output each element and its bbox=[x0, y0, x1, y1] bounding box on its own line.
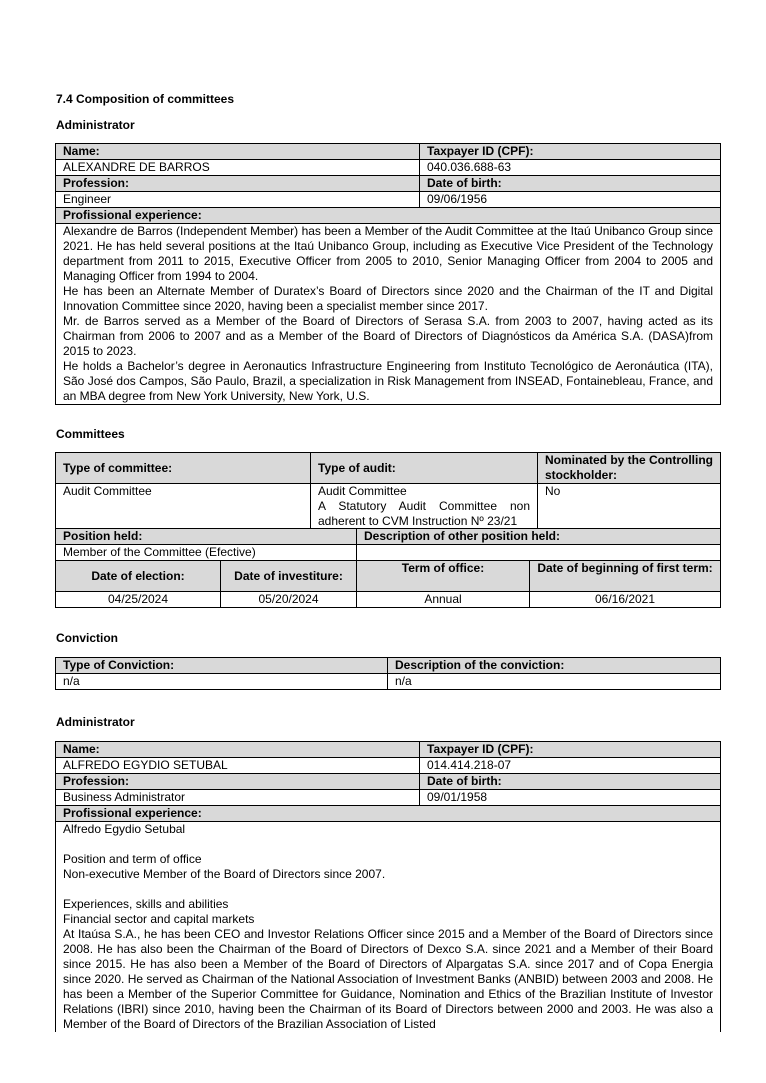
election-date: 04/25/2024 bbox=[56, 592, 221, 608]
admin1-name: ALEXANDRE DE BARROS bbox=[56, 160, 420, 176]
admin2-dob: 09/01/1958 bbox=[420, 790, 721, 806]
position: Member of the Committee (Efective) bbox=[56, 545, 357, 561]
admin1-table bbox=[55, 143, 721, 405]
admin2-exp-position: Non-executive Member of the Board of Directors since 2007. bbox=[63, 867, 386, 881]
admin1-experience-paragraph: Alexandre de Barros (Independent Member) has been a Member of the Audit Committee at the Itaú Unibanco Group since 2021. He has held several positions at the Itaú Unibanco Group, including as Executive Vice President of the Technology department from 2011 to 2015, Executive Officer from 2005 to 2010, Senior Managing Officer from 2004 to 2005 and Managing Officer from 1994 to 2004. bbox=[63, 224, 713, 283]
admin1-heading: Administrator bbox=[56, 118, 135, 132]
committees-table-top bbox=[55, 452, 721, 530]
admin2-profession-label: Profession: bbox=[56, 774, 420, 790]
admin2-name-label: Name: bbox=[56, 742, 420, 758]
election-label: Date of election: bbox=[56, 561, 221, 592]
conviction-type-label: Type of Conviction: bbox=[56, 658, 388, 674]
admin2-experience-label: Profissional experience: bbox=[56, 806, 721, 822]
position-label: Position held: bbox=[56, 529, 357, 545]
admin1-experience-paragraph: He holds a Bachelor’s degree in Aeronautics Infrastructure Engineering from Instituto Tecnológico de Aeronáutica (ITA), São José dos Campos, São Paulo, Brazil, a specialization in Risk Management from INSEAD, Fontainebleau, France, and an MBA degree from New York University, New York, U.S. bbox=[63, 359, 713, 403]
admin2-heading: Administrator bbox=[56, 715, 135, 729]
admin2-dob-label: Date of birth: bbox=[420, 774, 721, 790]
type-audit-label: Type of audit: bbox=[311, 453, 538, 484]
admin1-profession: Engineer bbox=[56, 192, 420, 208]
conviction-type: n/a bbox=[56, 674, 388, 690]
admin2-cpf: 014.414.218-07 bbox=[420, 758, 721, 774]
first-term-date: 06/16/2021 bbox=[530, 592, 721, 608]
first-term-label: Date of beginning of first term: bbox=[530, 561, 721, 592]
admin2-exp-paragraph: At Itaúsa S.A., he has been CEO and Investor Relations Officer since 2015 and a Member of the Board of Directors since 2008. He has also been the Chairman of the Board of Directors of Dexco S.A. since 2021 and a Member of their Board since 2015. He has also been a Member of the Board of Directors of Alpargatas S.A. since 2017 and of Copa Energia since 2020. He served as Chairman of the National Association of Investment Banks (ANBID) between 2003 and 2008. He has been a Member of the Superior Committee for Guidance, Nomination and Ethics of the Brazilian Institute of Investor Relations (IBRI) since 2010, having been the Chairman of its Board of Directors between 2000 and 2003. He was also a Member of the Board of Directors of the Brazilian Association of Listed bbox=[63, 927, 713, 1031]
other-position bbox=[357, 545, 721, 561]
investiture-label: Date of investiture: bbox=[221, 561, 357, 592]
committees-heading: Committees bbox=[56, 427, 125, 441]
admin2-name: ALFREDO EGYDIO SETUBAL bbox=[56, 758, 420, 774]
admin2-experience bbox=[56, 822, 721, 1033]
type-audit-line: Audit Committee bbox=[318, 484, 407, 498]
admin1-dob: 09/06/1956 bbox=[420, 192, 721, 208]
nominated-label: Nominated by the Controlling stockholder: bbox=[538, 453, 721, 484]
admin1-experience bbox=[56, 224, 721, 405]
admin1-cpf: 040.036.688-63 bbox=[420, 160, 721, 176]
admin2-exp-name: Alfredo Egydio Setubal bbox=[63, 822, 186, 836]
admin1-experience-paragraph: He has been an Alternate Member of Duratex’s Board of Directors since 2020 and the Chairman of the IT and Digital Innovation Committee since 2020, having been a specialist member since 2017. bbox=[63, 284, 713, 313]
admin2-exp-skills-title: Experiences, skills and abilities bbox=[63, 897, 229, 911]
conviction-heading: Conviction bbox=[56, 631, 118, 645]
section-title: 7.4 Composition of committees bbox=[56, 92, 235, 106]
admin1-experience-paragraph: Mr. de Barros served as a Member of the Board of Directors of Serasa S.A. from 2003 to 2007, having acted as its Chairman from 2006 to 2007 and as a Member of the Board of Directors of Diagnósticos da América S.A. (DASA)from 2015 to 2023. bbox=[63, 314, 713, 358]
type-audit bbox=[311, 484, 538, 530]
investiture-date: 05/20/2024 bbox=[221, 592, 357, 608]
nominated: No bbox=[538, 484, 721, 530]
committees-table-bottom bbox=[55, 528, 721, 608]
term-label: Term of office: bbox=[357, 561, 530, 592]
term: Annual bbox=[357, 592, 530, 608]
admin1-profession-label: Profession: bbox=[56, 176, 420, 192]
admin2-exp-skills-sub: Financial sector and capital markets bbox=[63, 912, 255, 926]
type-committee-label: Type of committee: bbox=[56, 453, 311, 484]
conviction-table bbox=[55, 657, 721, 690]
admin1-experience-label: Profissional experience: bbox=[56, 208, 721, 224]
admin2-profession: Business Administrator bbox=[56, 790, 420, 806]
conviction-desc: n/a bbox=[388, 674, 721, 690]
type-committee: Audit Committee bbox=[56, 484, 311, 530]
type-audit-line: A Statutory Audit Committee non adherent to CVM Instruction Nº 23/21 bbox=[318, 499, 530, 528]
admin1-cpf-label: Taxpayer ID (CPF): bbox=[420, 144, 721, 160]
admin2-cpf-label: Taxpayer ID (CPF): bbox=[420, 742, 721, 758]
other-position-label: Description of other position held: bbox=[357, 529, 721, 545]
admin2-table bbox=[55, 741, 721, 1032]
admin1-name-label: Name: bbox=[56, 144, 420, 160]
admin1-dob-label: Date of birth: bbox=[420, 176, 721, 192]
conviction-desc-label: Description of the conviction: bbox=[388, 658, 721, 674]
admin2-exp-position-title: Position and term of office bbox=[63, 852, 202, 866]
